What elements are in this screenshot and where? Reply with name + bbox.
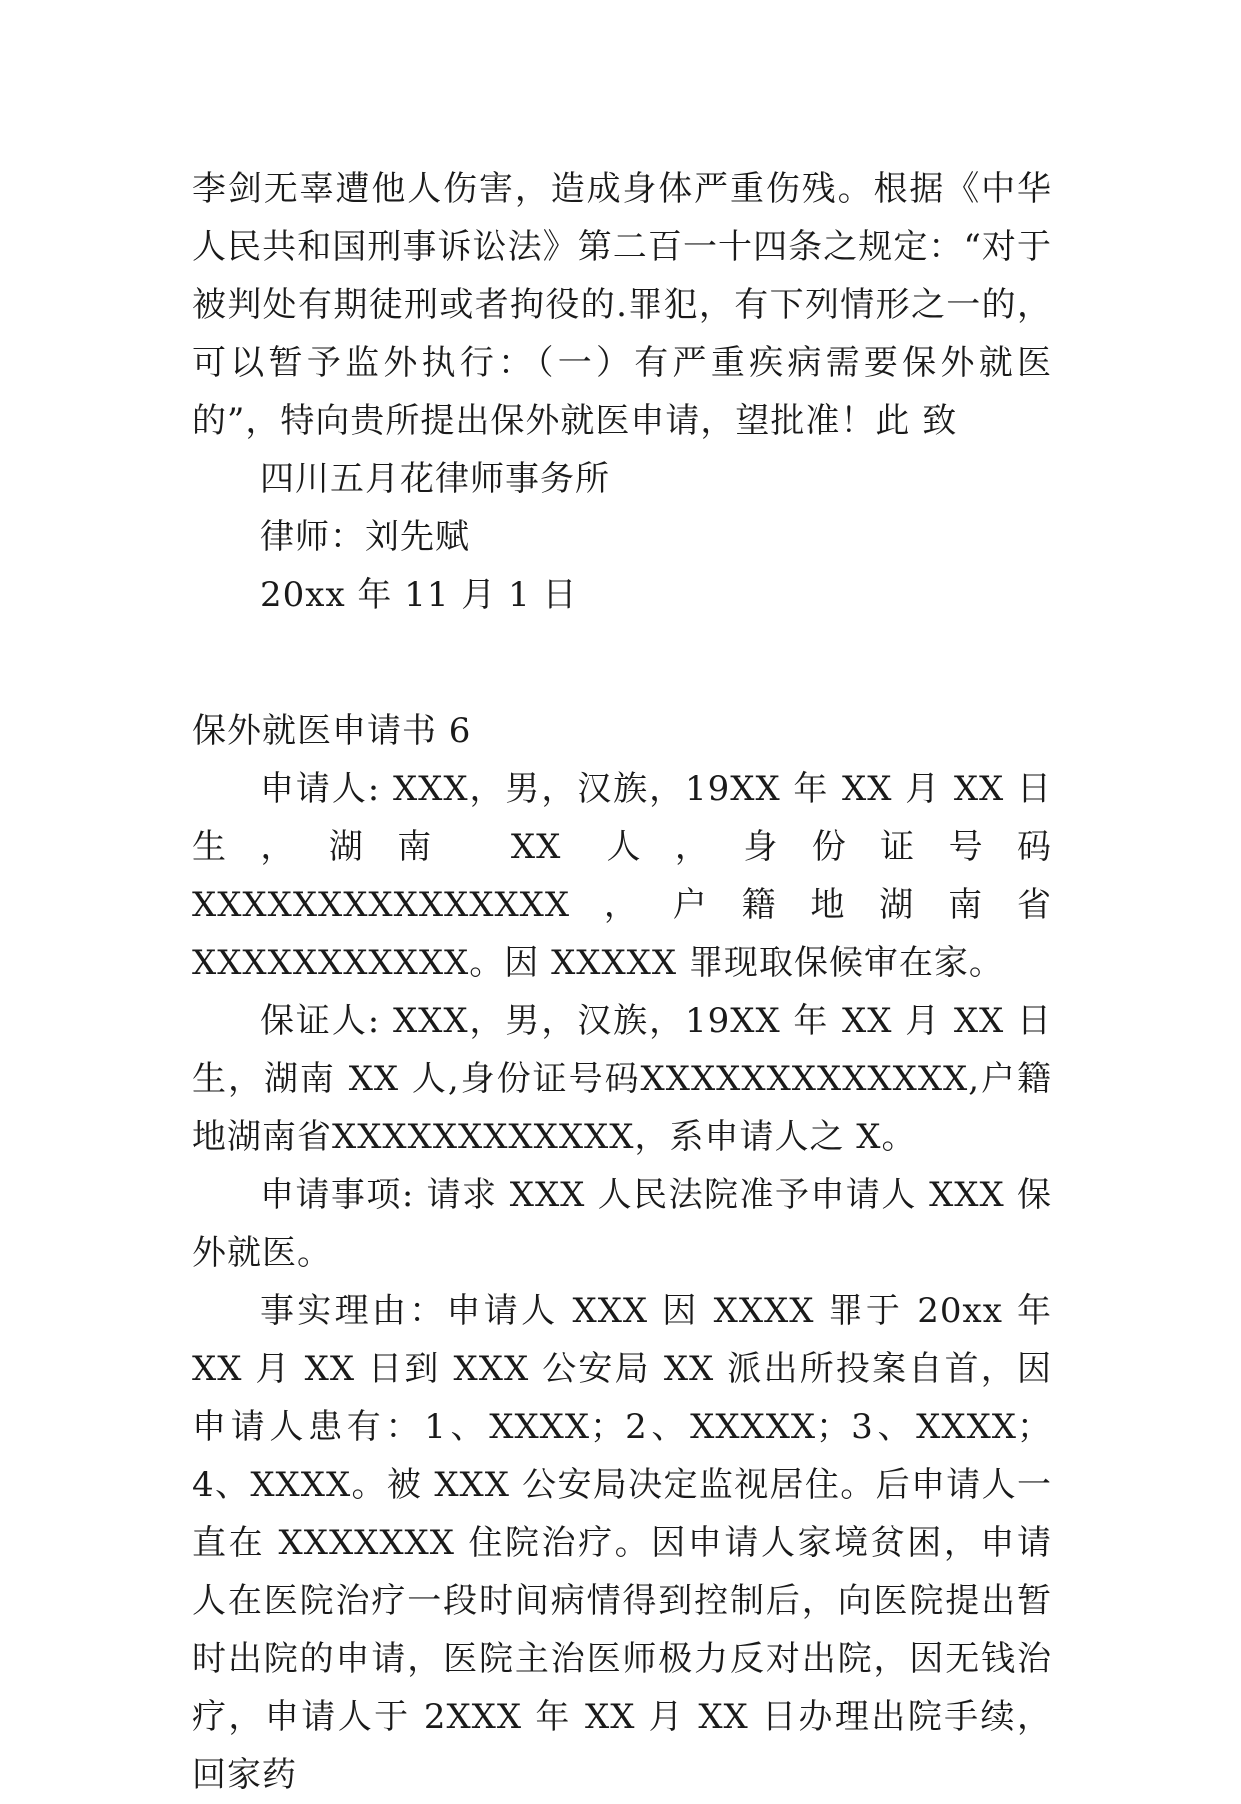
prev-letter-body: 李剑无辜遭他人伤害，造成身体严重伤残。根据《中华人民共和国刑事诉讼法》第二百一十四条之规定：“对于被判处有期徒刑或者拘役的.罪犯，有下列情形之一的，可以暂予监外执行：（一）有严重疾病需要保外就医的”，特向贵所提出保外就医申请，望批准！此 致	[192, 169, 1052, 441]
request-paragraph: 申请事项: 请求 XXX 人民法院准予申请人 XXX 保外就医。	[192, 1175, 1052, 1273]
guarantor-paragraph: 保证人: XXX，男，汉族，19XX 年 XX 月 XX 日生，湖南 XX 人,身份证号码XXXXXXXXXXXXX,户籍地湖南省XXXXXXXXXXXX，系申请人之 X。	[192, 1001, 1052, 1157]
lawyer-signature: 律师：刘先赋	[260, 517, 470, 557]
section-gap-small	[192, 682, 1052, 702]
section-gap	[192, 624, 1052, 682]
document-body	[192, 160, 1052, 1804]
facts-paragraph: 事实理由：申请人 XXX 因 XXXX 罪于 20xx 年 XX 月 XX 日到 XXX 公安局 XX 派出所投案自首，因申请人患有：1、XXXX；2、XXXXX；3、XXXX；4、XXXX。被 XXX 公安局决定监视居住。后申请人一直在 XXXXXXX 住院治疗。因申请人家境贫困，申请人在医院治疗一段时间病情得到控制后，向医院提出暂时出院的申请，医院主治医师极力反对出院，因无钱治疗，申请人于 2XXX 年 XX 月 XX 日办理出院手续，回家药	[192, 1291, 1052, 1795]
letter-date: 20xx 年 11 月 1 日	[260, 575, 578, 615]
law-firm-name: 四川五月花律师事务所	[260, 459, 610, 499]
letter-title: 保外就医申请书 6	[192, 711, 472, 751]
applicant-paragraph: 申请人: XXX，男，汉族，19XX 年 XX 月 XX 日生，湖南 XX 人，身份证号码 XXXXXXXXXXXXXXX，户籍地湖南省 XXXXXXXXXXX。因 XXXXX 罪现取保候审在家。	[192, 769, 1052, 983]
